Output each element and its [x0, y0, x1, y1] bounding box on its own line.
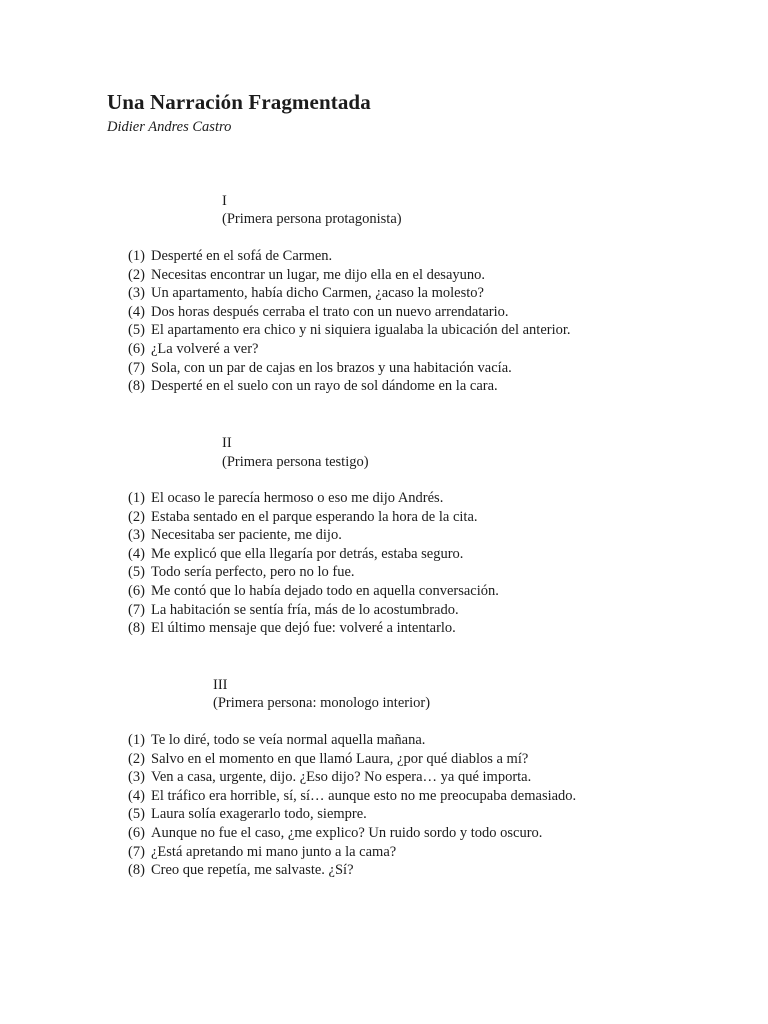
item-text: Aunque no fue el caso, ¿me explico? Un ruido sordo y todo oscuro.: [151, 824, 543, 841]
section-1-numeral: I: [222, 193, 227, 209]
list-item: [128, 266, 571, 285]
item-number: (3): [128, 527, 145, 544]
item-text: Salvo en el momento en que llamó Laura, ¿por qué diablos a mí?: [151, 750, 529, 767]
item-number: (8): [128, 862, 145, 879]
item-text: Un apartamento, había dicho Carmen, ¿acaso la molesto?: [151, 285, 484, 302]
item-text: Dos horas después cerraba el trato con un nuevo arrendatario.: [151, 303, 509, 320]
item-text: El último mensaje que dejó fue: volveré a intentarlo.: [151, 620, 456, 637]
item-number: (4): [128, 545, 145, 562]
item-text: Laura solía exagerarlo todo, siempre.: [151, 806, 367, 823]
item-number: (1): [128, 248, 145, 264]
section-3-list: [128, 731, 576, 880]
list-item: [128, 731, 576, 750]
list-item: [128, 321, 571, 340]
document-title: Una Narración Fragmentada: [107, 90, 371, 114]
item-text: ¿Está apretando mi mano junto a la cama?: [151, 843, 397, 860]
item-text: ¿La volveré a ver?: [151, 340, 259, 357]
list-item: [128, 508, 499, 527]
item-text: El tráfico era horrible, sí, sí… aunque esto no me preocupaba demasiado.: [151, 787, 577, 804]
list-item: [128, 787, 576, 806]
list-item: [128, 861, 576, 880]
item-text: Me contó que lo había dejado todo en aquella conversación.: [151, 582, 499, 599]
item-number: (5): [128, 322, 145, 339]
section-3-subtitle: (Primera persona: monologo interior): [213, 695, 431, 711]
list-item: [128, 359, 571, 378]
list-item: [128, 303, 571, 322]
list-item: [128, 545, 499, 564]
section-1-list: [128, 247, 571, 396]
list-item: [128, 284, 571, 303]
list-item: [128, 601, 499, 620]
item-text: Todo sería perfecto, pero no lo fue.: [151, 564, 355, 581]
item-number: (3): [128, 285, 145, 302]
list-item: [128, 526, 499, 545]
item-number: (6): [128, 582, 145, 599]
item-text: La habitación se sentía fría, más de lo acostumbrado.: [151, 601, 459, 618]
list-item: [128, 247, 571, 266]
item-text: Ven a casa, urgente, dijo. ¿Eso dijo? No espera… ya qué importa.: [151, 769, 532, 786]
item-number: (7): [128, 359, 145, 376]
list-item: [128, 843, 576, 862]
item-number: (6): [128, 824, 145, 841]
item-number: (2): [128, 508, 145, 525]
document-author: Didier Andres Castro: [107, 119, 232, 135]
item-text: Me explicó que ella llegaría por detrás, estaba seguro.: [151, 545, 464, 562]
item-text: El ocaso le parecía hermoso o eso me dijo Andrés.: [151, 490, 444, 506]
list-item: [128, 768, 576, 787]
list-item: [128, 377, 571, 396]
item-text: Creo que repetía, me salvaste. ¿Sí?: [151, 862, 354, 879]
item-text: Desperté en el suelo con un rayo de sol dándome en la cara.: [151, 378, 498, 395]
item-number: (6): [128, 340, 145, 357]
list-item: [128, 750, 576, 769]
item-number: (8): [128, 378, 145, 395]
item-number: (1): [128, 490, 145, 506]
list-item: [128, 619, 499, 638]
item-number: (2): [128, 266, 145, 283]
section-2-numeral: II: [222, 435, 232, 451]
item-number: (2): [128, 750, 145, 767]
item-number: (5): [128, 806, 145, 823]
list-item: [128, 489, 499, 508]
item-number: (7): [128, 843, 145, 860]
section-2-subtitle: (Primera persona testigo): [222, 454, 369, 470]
list-item: [128, 563, 499, 582]
list-item: [128, 582, 499, 601]
item-number: (3): [128, 769, 145, 786]
item-number: (7): [128, 601, 145, 618]
section-1-subtitle: (Primera persona protagonista): [222, 211, 402, 227]
list-item: [128, 340, 571, 359]
item-text: Estaba sentado en el parque esperando la hora de la cita.: [151, 508, 478, 525]
section-3-numeral: III: [213, 677, 228, 693]
item-text: Necesitaba ser paciente, me dijo.: [151, 527, 342, 544]
item-text: El apartamento era chico y ni siquiera igualaba la ubicación del anterior.: [151, 322, 571, 339]
item-text: Necesitas encontrar un lugar, me dijo ella en el desayuno.: [151, 266, 486, 283]
list-item: [128, 805, 576, 824]
item-number: (1): [128, 732, 145, 748]
item-text: Sola, con un par de cajas en los brazos y una habitación vacía.: [151, 359, 512, 376]
item-number: (4): [128, 303, 145, 320]
list-item: [128, 824, 576, 843]
item-number: (5): [128, 564, 145, 581]
item-text: Te lo diré, todo se veía normal aquella mañana.: [151, 732, 426, 748]
item-text: Desperté en el sofá de Carmen.: [151, 248, 333, 264]
section-2-list: [128, 489, 499, 638]
item-number: (8): [128, 620, 145, 637]
item-number: (4): [128, 787, 145, 804]
